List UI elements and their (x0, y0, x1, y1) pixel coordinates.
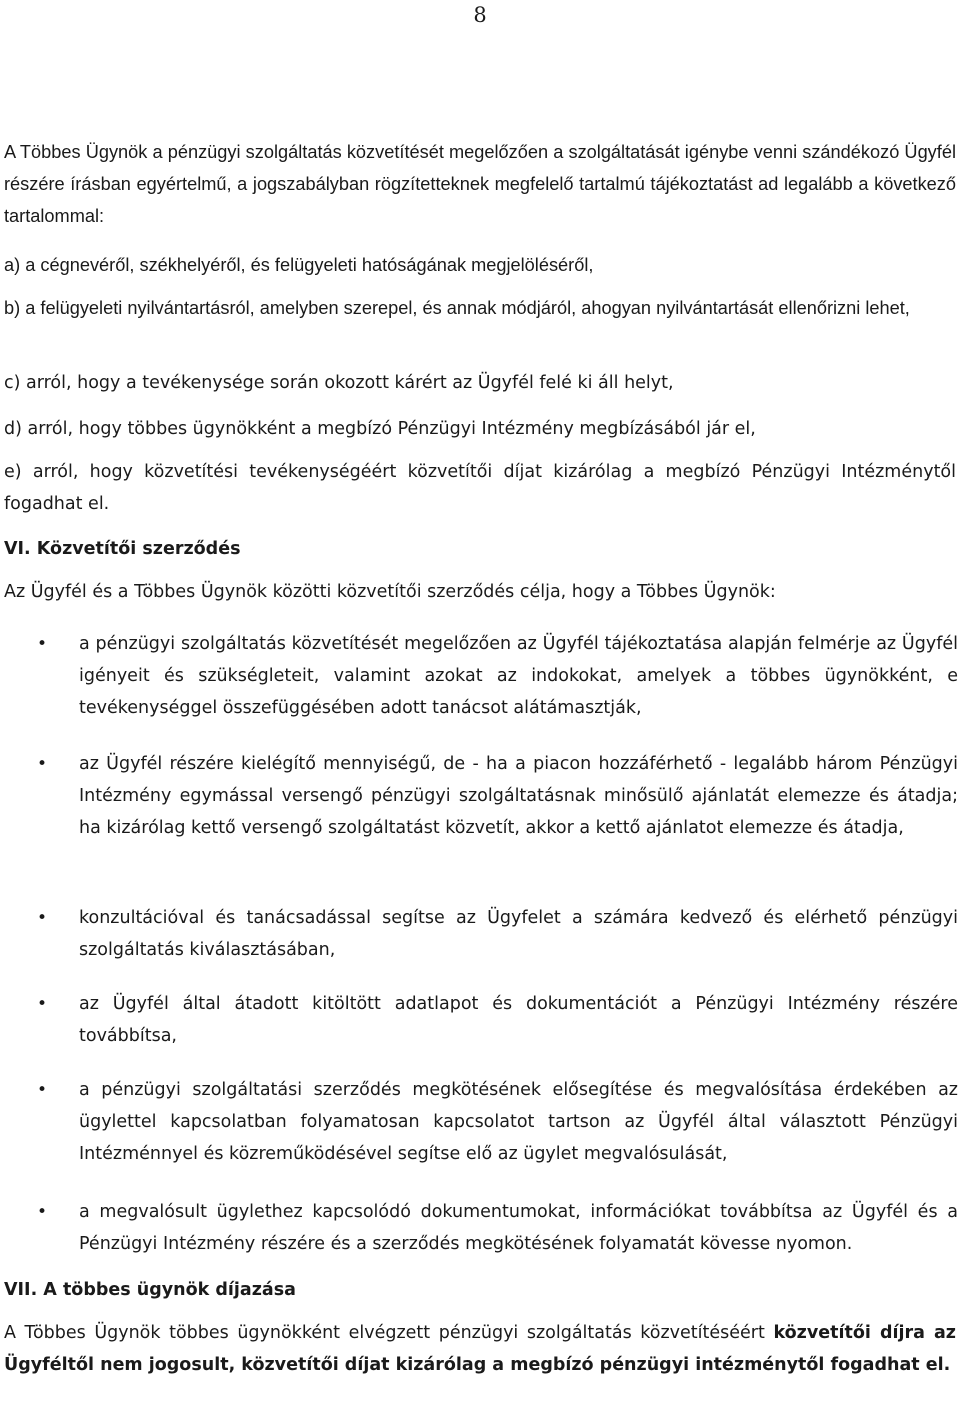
section-heading-vi: VI. Közvetítői szerződés (4, 539, 241, 559)
bullet-icon: • (37, 1202, 48, 1222)
info-item-a: a) a cégnevéről, székhelyéről, és felügyeleti hatóságának megjelöléséről, (4, 255, 594, 275)
fee-text: A Többes Ügynök többes ügynökként elvégzett pénzügyi szolgáltatás közvetítéséért (4, 1323, 774, 1343)
info-item-e: e) arról, hogy közvetítési tevékenységéért közvetítői díjat kizárólag a megbízó Pénzügyi Intézménytől fogadhat el. (4, 462, 956, 514)
section-heading-vii: VII. A többes ügynök díjazása (4, 1280, 296, 1300)
info-item-b: b) a felügyeleti nyilvántartásról, amelyben szerepel, és annak módjáról, ahogyan nyilvántartását ellenőrizni lehet, (4, 298, 910, 318)
bullet-icon: • (37, 908, 48, 928)
bullet-text: a pénzügyi szolgáltatás közvetítését megelőzően az Ügyfél tájékoztatása alapján felmérje az Ügyfél igényeit és szükségleteit, valamint azokat az indokokat, amelyek a többes ügynökként, e tevékenységgel összefüggésében adott tanácsot alátámasztják, (79, 634, 958, 718)
bullet-text: konzultációval és tanácsadással segítse az Ügyfelet a számára kedvező és elérhető pénzügyi szolgáltatás kiválasztásában, (79, 908, 958, 960)
info-item-d: d) arról, hogy többes ügynökként a megbízó Pénzügyi Intézmény megbízásából jár el, (4, 419, 756, 439)
intro-paragraph: A Többes Ügynök a pénzügyi szolgáltatás közvetítését megelőzően a szolgáltatását igénybe venni szándékozó Ügyfél részére írásban egyértelmű, a jogszabályban rögzítetteknek megfelelő tartalmú tájékoztatást ad legalább a következő tartalommal: (4, 142, 956, 226)
info-item-c: c) arról, hogy a tevékenysége során okozott kárért az Ügyfél felé ki áll helyt, (4, 373, 674, 393)
section-vi-lead: Az Ügyfél és a Többes Ügynök közötti közvetítői szerződés célja, hogy a Többes Ügynök: (4, 582, 776, 602)
bullet-text: az Ügyfél által átadott kitöltött adatlapot és dokumentációt a Pénzügyi Intézmény részére továbbítsa, (79, 994, 958, 1046)
fee-text-emphasis: közvetítői díjra az Ügyféltől nem jogosult, közvetítői díjat kizárólag a megbízó pénzügyi intézménytől fogadhat el. (4, 1323, 956, 1375)
bullet-text: az Ügyfél részére kielégítő mennyiségű, de - ha a piacon hozzáférhető - legalább három Pénzügyi Intézmény egymással versengő pénzügyi szolgáltatásnak minősülő ajánlatát elemezze és átadja; ha kizárólag kettő versengő szolgáltatást közvetít, akkor a kettő ajánlatot elemezze és átadja, (79, 754, 958, 838)
bullet-icon: • (37, 1080, 48, 1100)
bullet-text: a megvalósult ügylethez kapcsolódó dokumentumokat, információkat továbbítsa az Ügyfél és a Pénzügyi Intézmény részére és a szerződés megkötésének folyamatát kövesse nyomon. (79, 1202, 958, 1254)
bullet-text: a pénzügyi szolgáltatási szerződés megkötésének elősegítése és megvalósítása érdekében az ügylettel kapcsolatban folyamatosan kapcsolatot tartson az Ügyfél által választott Pénzügyi Intézménnyel és közreműködésével segítse elő az ügylet megvalósulását, (79, 1080, 958, 1164)
page-number: 8 (473, 3, 487, 27)
fee-paragraph (4, 1317, 956, 1381)
bullet-icon: • (37, 994, 48, 1014)
bullet-icon: • (37, 754, 48, 774)
bullet-icon: • (37, 634, 48, 654)
